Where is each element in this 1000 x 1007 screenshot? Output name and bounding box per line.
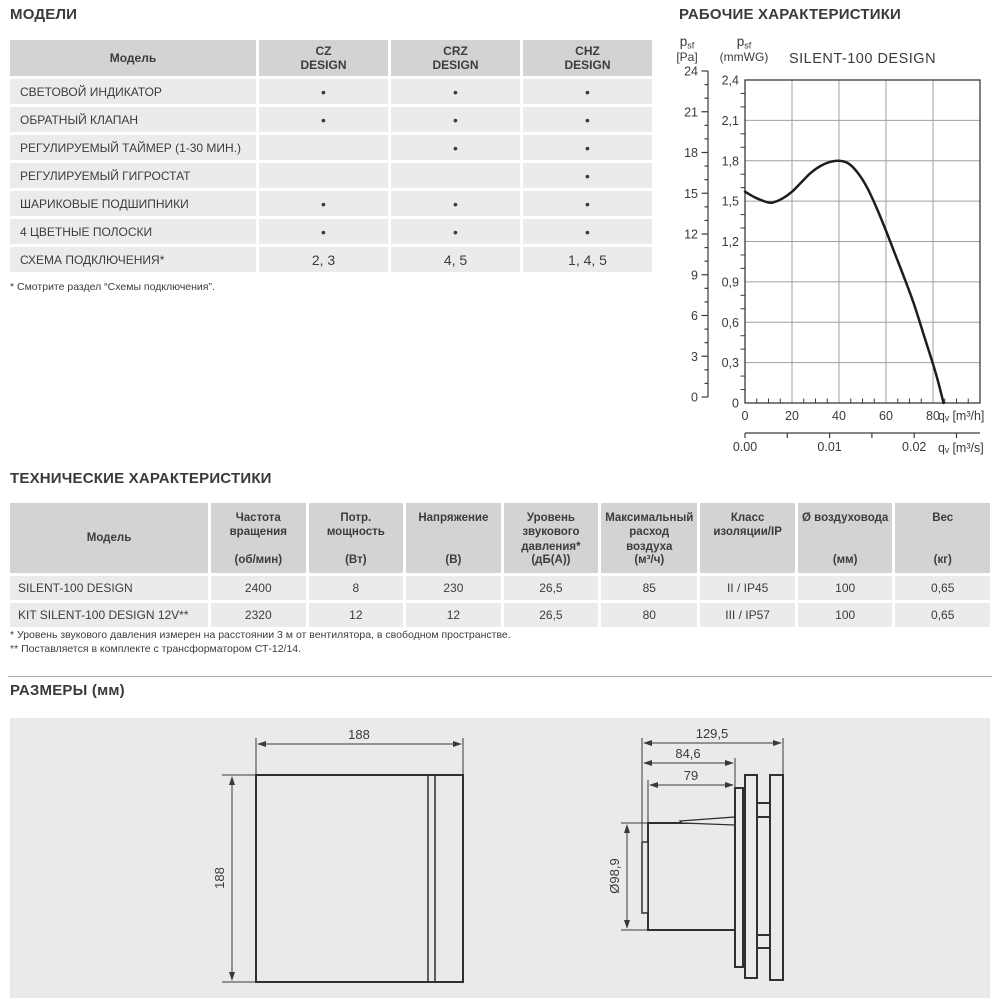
specs-header-rpm bbox=[211, 503, 306, 573]
col-chz-line1: CHZ bbox=[575, 43, 600, 58]
drawing-shape: sf bbox=[744, 40, 752, 51]
feature-value-cz bbox=[259, 135, 388, 160]
models-header-model bbox=[10, 40, 256, 76]
front-panel-outline bbox=[256, 775, 463, 982]
feature-value-chz: • bbox=[523, 107, 652, 132]
performance-chart bbox=[660, 28, 1000, 458]
specs-header-flow bbox=[601, 503, 697, 573]
feature-value-crz: • bbox=[391, 107, 520, 132]
specs-header-duct bbox=[798, 503, 893, 573]
front-height-label: 188 bbox=[212, 867, 227, 889]
performance-section-title: РАБОЧИЕ ХАРАКТЕРИСТИКИ bbox=[679, 6, 902, 23]
spec-noise: 26,5 bbox=[504, 603, 599, 627]
drawing-shape: sf bbox=[687, 40, 695, 51]
feature-value-chz: • bbox=[523, 79, 652, 104]
bridge-bottom bbox=[757, 935, 770, 948]
col-cz-line1: CZ bbox=[315, 43, 332, 58]
pa-tick-label: 15 bbox=[684, 186, 698, 201]
x2-axis-unit-label: qᵥ [m³/s] bbox=[938, 441, 984, 455]
spec-voltage: 230 bbox=[406, 576, 501, 600]
mmwg-tick-label: 0 bbox=[732, 396, 739, 411]
x-tick-label: 60 bbox=[879, 409, 893, 423]
specs-header-model-label: Модель bbox=[86, 531, 132, 544]
front-width-label: 188 bbox=[348, 727, 370, 742]
spec-ip: II / IP45 bbox=[700, 576, 795, 600]
specs-section-title: ТЕХНИЧЕСКИЕ ХАРАКТЕРИСТИКИ bbox=[10, 470, 272, 487]
header-name: Класс изоляции/IP bbox=[713, 512, 782, 539]
mmwg-tick-label: 0,3 bbox=[721, 356, 739, 371]
spec-rpm: 2400 bbox=[211, 576, 306, 600]
header-name: Частота вращения bbox=[229, 512, 287, 539]
specs-header-voltage bbox=[406, 503, 501, 573]
y-axis-symbol: psf bbox=[736, 34, 752, 51]
y-axis-unit-label: [Pa] bbox=[676, 50, 698, 64]
duct-diameter-label: Ø98,9 bbox=[607, 858, 622, 894]
specs-header-model bbox=[10, 503, 208, 573]
mmwg-tick-label: 2,1 bbox=[721, 113, 739, 128]
header-unit: (В) bbox=[445, 553, 462, 566]
x2-tick-label: 0.00 bbox=[732, 440, 758, 454]
x2-tick-label: 0.01 bbox=[817, 440, 842, 454]
header-unit: (м³/ч) bbox=[634, 553, 665, 566]
x-tick-label: 80 bbox=[926, 409, 940, 423]
models-header-crz bbox=[391, 40, 520, 76]
chart-title: SILENT-100 DESIGN bbox=[788, 51, 937, 67]
models-header-model-label: Модель bbox=[109, 50, 157, 65]
feature-value-cz: • bbox=[259, 191, 388, 216]
feature-value-cz bbox=[259, 163, 388, 188]
body-frame bbox=[745, 775, 757, 978]
feature-value-cz: • bbox=[259, 107, 388, 132]
feature-label: ШАРИКОВЫЕ ПОДШИПНИКИ bbox=[10, 191, 256, 216]
y-axis-unit-label: (mmWG) bbox=[719, 50, 769, 64]
feature-label: РЕГУЛИРУЕМЫЙ ТАЙМЕР (1-30 МИН.) bbox=[10, 135, 256, 160]
feature-label: СХЕМА ПОДКЛЮЧЕНИЯ* bbox=[10, 247, 256, 272]
spec-noise: 26,5 bbox=[504, 576, 599, 600]
feature-value-cz: • bbox=[259, 219, 388, 244]
pa-tick-label: 24 bbox=[684, 64, 698, 79]
mounting-wedge bbox=[680, 817, 735, 825]
spec-power: 8 bbox=[309, 576, 404, 600]
header-unit: (об/мин) bbox=[234, 553, 283, 566]
specs-header-ip bbox=[700, 503, 795, 573]
mmwg-tick-label: 0,9 bbox=[721, 275, 739, 290]
pa-tick-label: 12 bbox=[684, 227, 698, 242]
feature-label: ОБРАТНЫЙ КЛАПАН bbox=[10, 107, 256, 132]
pa-tick-label: 9 bbox=[691, 268, 698, 283]
feature-value-chz: • bbox=[523, 163, 652, 188]
pa-tick-label: 21 bbox=[684, 105, 698, 120]
feature-label: РЕГУЛИРУЕМЫЙ ГИГРОСТАТ bbox=[10, 163, 256, 188]
col-chz-line2: DESIGN bbox=[564, 58, 611, 72]
models-table bbox=[10, 40, 652, 272]
specs-header-weight bbox=[895, 503, 990, 573]
specs-header-noise bbox=[504, 503, 599, 573]
x-tick-label: 40 bbox=[832, 409, 846, 423]
feature-value-crz: 4, 5 bbox=[391, 247, 520, 272]
feature-value-chz: • bbox=[523, 219, 652, 244]
header-name: Потр. мощность bbox=[326, 512, 385, 539]
front-cover bbox=[770, 775, 783, 980]
col-cz-line2: DESIGN bbox=[300, 58, 347, 72]
spec-flow: 85 bbox=[601, 576, 697, 600]
mmwg-tick-label: 1,5 bbox=[721, 194, 739, 209]
spec-duct: 100 bbox=[798, 603, 893, 627]
spec-voltage: 12 bbox=[406, 603, 501, 627]
col-crz-line1: CRZ bbox=[443, 43, 468, 58]
feature-value-cz: 2, 3 bbox=[259, 247, 388, 272]
x2-tick-label: 0.02 bbox=[902, 440, 927, 454]
plate-depth-label: 84,6 bbox=[675, 746, 701, 761]
header-name: Максимальный расход воздуха bbox=[605, 512, 694, 553]
header-name: Вес bbox=[932, 512, 954, 524]
feature-value-cz: • bbox=[259, 79, 388, 104]
spec-weight: 0,65 bbox=[895, 576, 990, 600]
dimensions-section-title: РАЗМЕРЫ (мм) bbox=[10, 682, 125, 699]
mmwg-tick-label: 0,6 bbox=[721, 315, 739, 330]
x-tick-label: 0 bbox=[741, 409, 749, 423]
section-divider bbox=[8, 676, 992, 677]
front-view-drawing bbox=[200, 718, 490, 998]
pa-tick-label: 3 bbox=[691, 349, 698, 364]
specs-footnote-2: ** Поставляется в комплекте с трансформатором СТ-12/14. bbox=[10, 643, 302, 655]
models-header-chz bbox=[523, 40, 652, 76]
specs-header-power bbox=[309, 503, 404, 573]
spec-model-name: KIT SILENT-100 DESIGN 12V** bbox=[10, 603, 208, 627]
models-footnote: * Смотрите раздел “Схемы подключения”. bbox=[10, 281, 215, 293]
feature-value-chz: • bbox=[523, 191, 652, 216]
total-depth-label: 129,5 bbox=[695, 726, 729, 741]
feature-value-crz: • bbox=[391, 79, 520, 104]
feature-value-chz: • bbox=[523, 135, 652, 160]
header-name: Ø воздуховода bbox=[802, 512, 889, 524]
header-name: Уровень звукового давления* bbox=[521, 512, 581, 553]
mmwg-tick-label: 2,4 bbox=[721, 73, 739, 88]
x-tick-label: 20 bbox=[785, 409, 799, 423]
mmwg-tick-label: 1,8 bbox=[721, 154, 739, 169]
header-unit: (кг) bbox=[933, 553, 952, 566]
feature-value-crz: • bbox=[391, 135, 520, 160]
pa-tick-label: 6 bbox=[691, 309, 698, 323]
feature-value-chz: 1, 4, 5 bbox=[523, 247, 652, 272]
feature-label: СВЕТОВОЙ ИНДИКАТОР bbox=[10, 79, 256, 104]
spec-weight: 0,65 bbox=[895, 603, 990, 627]
spec-flow: 80 bbox=[601, 603, 697, 627]
spec-ip: III / IP57 bbox=[700, 603, 795, 627]
duct-lip bbox=[642, 842, 648, 913]
duct-tube bbox=[648, 823, 735, 930]
bridge-top bbox=[757, 803, 770, 817]
models-header-cz bbox=[259, 40, 388, 76]
header-unit: (мм) bbox=[832, 553, 858, 566]
side-view-drawing bbox=[600, 718, 920, 998]
feature-label: 4 ЦВЕТНЫЕ ПОЛОСКИ bbox=[10, 219, 256, 244]
col-crz-line2: DESIGN bbox=[432, 58, 479, 72]
back-plate bbox=[735, 788, 743, 967]
feature-value-crz bbox=[391, 163, 520, 188]
pa-tick-label: 18 bbox=[684, 146, 698, 160]
y-axis-symbol: psf bbox=[679, 34, 695, 51]
header-unit: (дБ(А)) bbox=[531, 553, 571, 566]
header-unit: (Вт) bbox=[345, 553, 367, 566]
specs-table bbox=[10, 503, 990, 627]
mmwg-tick-label: 1,2 bbox=[721, 235, 739, 249]
spec-rpm: 2320 bbox=[211, 603, 306, 627]
header-name: Напряжение bbox=[418, 512, 489, 524]
spec-duct: 100 bbox=[798, 576, 893, 600]
spec-power: 12 bbox=[309, 603, 404, 627]
x-axis-unit-label: qᵥ [m³/h] bbox=[938, 409, 985, 423]
duct-length-label: 79 bbox=[683, 768, 699, 783]
models-section-title: МОДЕЛИ bbox=[10, 6, 78, 23]
specs-footnote-1: * Уровень звукового давления измерен на расстоянии 3 м от вентилятора, в свободном пространстве. bbox=[10, 629, 511, 641]
feature-value-crz: • bbox=[391, 219, 520, 244]
pa-tick-label: 0 bbox=[691, 390, 698, 405]
spec-model-name: SILENT-100 DESIGN bbox=[10, 576, 208, 600]
feature-value-crz: • bbox=[391, 191, 520, 216]
